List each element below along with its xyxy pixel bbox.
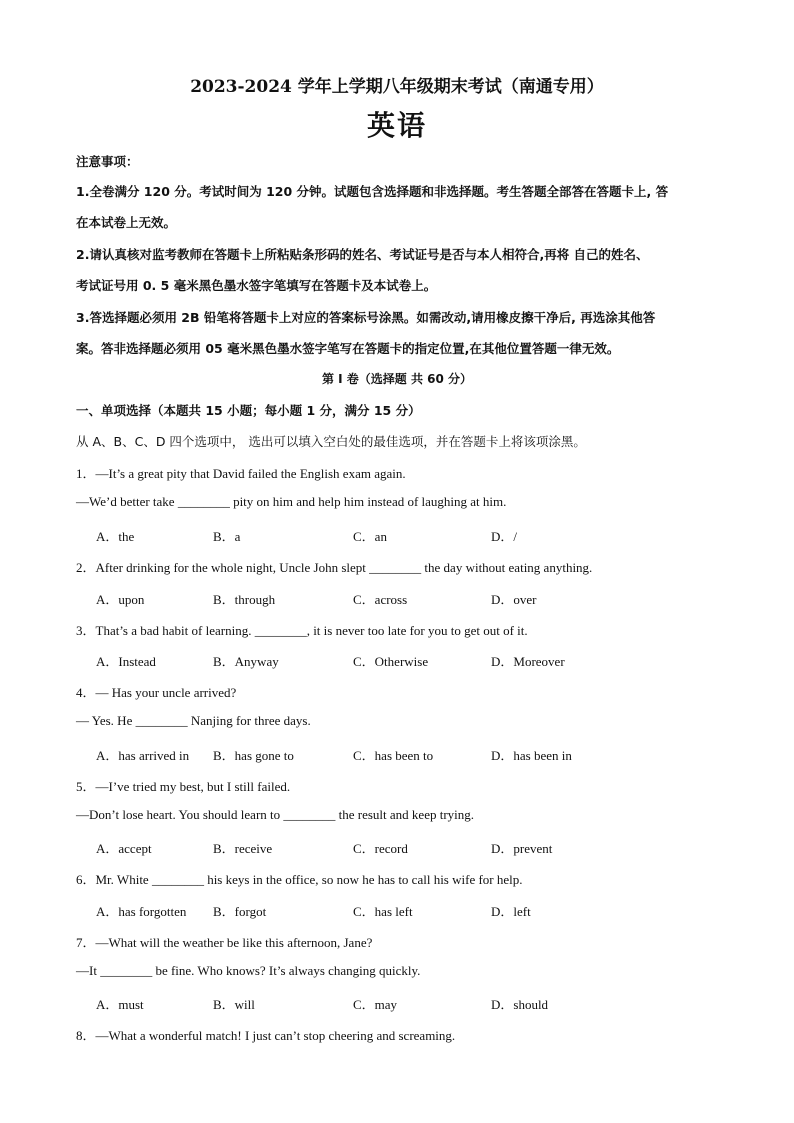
option-d: D．/	[491, 529, 518, 544]
option-c: C．record	[353, 841, 408, 856]
option-d: D．over	[491, 592, 537, 607]
option-d: D．has been in	[491, 748, 572, 763]
option-d: D．left	[491, 904, 531, 919]
notice-line: 2.请认真核对监考教师在答题卡上所粘贴条形码的姓名、考试证号是否与本人相符合,再将 自己的姓名、	[76, 247, 649, 262]
subject-title: 英语	[366, 109, 427, 142]
question-line: — Yes. He ________ Nanjing for three days.	[76, 713, 311, 728]
option-a: A．must	[96, 997, 144, 1012]
option-b: B．through	[213, 592, 276, 607]
notice-line: 3.答选择题必须用 2B 铅笔将答题卡上对应的答案标号涂黑。如需改动,请用橡皮擦干净后, 再选涂其他答	[76, 310, 656, 325]
part-title: 第 I 卷（选择题 共 60 分）	[321, 372, 473, 386]
question-line: 5．—I’ve tried my best, but I still failed.	[76, 779, 291, 794]
option-b: B．Anyway	[213, 654, 279, 669]
option-b: B．a	[213, 529, 241, 544]
option-c: C．has been to	[353, 748, 434, 763]
question-line: 8．—What a wonderful match! I just can’t stop cheering and screaming.	[76, 1028, 456, 1043]
option-b: B．receive	[213, 841, 273, 856]
option-c: C．across	[353, 592, 408, 607]
exam-title: 2023-2024 学年上学期八年级期末考试（南通专用）	[190, 77, 604, 97]
question-line: —We’d better take ________ pity on him and help him instead of laughing at him.	[76, 494, 507, 509]
option-b: B．will	[213, 997, 255, 1012]
option-b: B．forgot	[213, 904, 267, 919]
option-d: D．Moreover	[491, 654, 565, 669]
option-c: C．has left	[353, 904, 413, 919]
option-d: D．prevent	[491, 841, 553, 856]
notice-line: 在本试卷上无效。	[76, 215, 177, 230]
option-c: C．an	[353, 529, 387, 544]
option-a: A．has forgotten	[96, 904, 187, 919]
question-line: 7．—What will the weather be like this afternoon, Jane?	[76, 935, 373, 950]
option-d: D．should	[491, 997, 549, 1012]
option-a: A．the	[96, 529, 135, 544]
question-line: 1．—It’s a great pity that David failed the English exam again.	[76, 466, 406, 481]
notice-line: 考试证号用 0. 5 毫米黑色墨水签字笔填写在答题卡及本试卷上。	[76, 278, 437, 293]
notice-heading: 注意事项：	[76, 154, 139, 169]
question-line: —Don’t lose heart. You should learn to ________ the result and keep trying.	[76, 807, 475, 822]
option-b: B．has gone to	[213, 748, 294, 763]
option-a: A．Instead	[96, 654, 156, 669]
option-a: A．upon	[96, 592, 145, 607]
question-line: 2．After drinking for the whole night, Uncle John slept ________ the day without eating anything.	[76, 560, 593, 575]
option-a: A．accept	[96, 841, 152, 856]
section-instruction: 从 A、B、C、D 四个选项中， 选出可以填入空白处的最佳选项，并在答题卡上将该项涂黑。	[76, 434, 586, 449]
section-heading: 一、单项选择（本题共 15 小题；每小题 1 分，满分 15 分）	[76, 403, 421, 418]
option-c: C．Otherwise	[353, 654, 429, 669]
question-line: 6．Mr. White ________ his keys in the office, so now he has to call his wife for help.	[76, 872, 523, 887]
option-c: C．may	[353, 997, 398, 1012]
notice-line: 案。答非选择题必须用 05 毫米黑色墨水签字笔写在答题卡的指定位置,在其他位置答题一律无效。	[76, 341, 620, 356]
question-line: 3．That’s a bad habit of learning. ________, it is never too late for you to get out of it.	[76, 623, 528, 638]
question-line: —It ________ be fine. Who knows? It’s always changing quickly.	[76, 963, 421, 978]
question-line: 4．— Has your uncle arrived?	[76, 685, 237, 700]
option-a: A．has arrived in	[96, 748, 190, 763]
notice-line: 1.全卷满分 120 分。考试时间为 120 分钟。试题包含选择题和非选择题。考生答题全部答在答题卡上, 答	[76, 184, 669, 199]
